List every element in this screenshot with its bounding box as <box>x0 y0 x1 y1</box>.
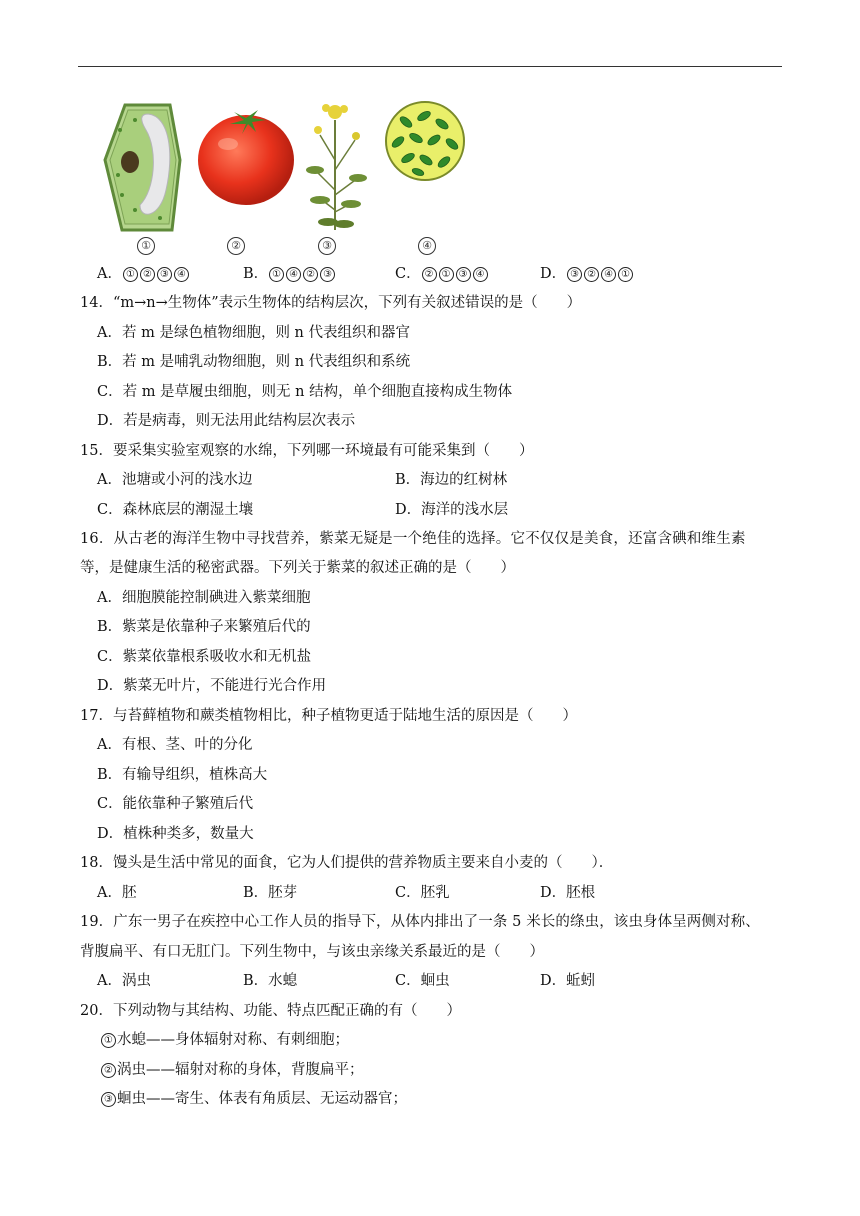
seq-mark: ③ <box>567 267 582 282</box>
q17-option-a: A．有根、茎、叶的分化 <box>97 737 253 753</box>
seq-mark: ② <box>140 267 155 282</box>
q17-stem: 17．与苔藓植物和蕨类植物相比，种子植物更适于陆地生活的原因是（ ） <box>80 708 577 724</box>
q16-option-b: B．紫菜是依靠种子来繁殖后代的 <box>97 619 311 635</box>
seq-mark: ③ <box>157 267 172 282</box>
q19-option-c: C．蛔虫 <box>395 973 450 989</box>
seq-mark: ④ <box>601 267 616 282</box>
seq-mark: ② <box>584 267 599 282</box>
q20-item-2 <box>100 1060 364 1080</box>
plant-cell-image <box>100 100 185 235</box>
q14-stem: 14．“m→n→生物体”表示生物体的结构层次，下列有关叙述错误的是（ ） <box>80 295 582 311</box>
item-number: ② <box>101 1063 116 1078</box>
q13-option-a <box>97 264 190 284</box>
q14-option-d: D．若是病毒，则无法用此结构层次表示 <box>97 413 356 429</box>
q16-option-a: A．细胞膜能控制碘进入紫菜细胞 <box>97 590 311 606</box>
q15-option-d: D．海洋的浅水层 <box>395 502 509 518</box>
q18-option-b: B．胚芽 <box>243 885 298 901</box>
q14-option-b: B．若 m 是哺乳动物细胞，则 n 代表组织和系统 <box>97 354 411 370</box>
q20-stem: 20．下列动物与其结构、功能、特点匹配正确的有（ ） <box>80 1003 461 1019</box>
option-letter: C． <box>395 266 421 282</box>
q20-item-1 <box>100 1030 349 1050</box>
q15-option-b: B．海边的红树林 <box>395 472 508 488</box>
q14-option-c: C．若 m 是草履虫细胞，则无 n 结构，单个细胞直接构成生物体 <box>97 384 513 400</box>
figure-label-1: ① <box>137 237 155 255</box>
item-text: 水螅——身体辐射对称、有刺细胞； <box>117 1032 349 1048</box>
figure-label-3: ③ <box>318 237 336 255</box>
q18-option-c: C．胚乳 <box>395 885 450 901</box>
item-number: ③ <box>101 1092 116 1107</box>
q18-option-a: A．胚 <box>97 885 137 901</box>
rape-plant-image <box>300 100 370 235</box>
option-letter: A． <box>97 266 122 282</box>
figure-label-2: ② <box>227 237 245 255</box>
q16-stem-line2: 等，是健康生活的秘密武器。下列关于紫菜的叙述正确的是（ ） <box>80 560 515 576</box>
q15-stem: 15．要采集实验室观察的水绵，下列哪一环境最有可能采集到（ ） <box>80 443 534 459</box>
seq-mark: ④ <box>473 267 488 282</box>
seq-mark: ④ <box>174 267 189 282</box>
item-number: ① <box>101 1033 116 1048</box>
header-rule <box>78 66 782 67</box>
option-letter: D． <box>540 266 567 282</box>
seq-mark: ① <box>269 267 284 282</box>
q15-option-c: C．森林底层的潮湿土壤 <box>97 502 254 518</box>
q17-option-c: C．能依靠种子繁殖后代 <box>97 796 254 812</box>
item-text: 涡虫——辐射对称的身体，背腹扁平； <box>117 1062 364 1078</box>
option-letter: B． <box>243 266 269 282</box>
seq-mark: ③ <box>320 267 335 282</box>
q13-option-d <box>540 264 634 284</box>
q14-option-a: A．若 m 是绿色植物细胞，则 n 代表组织和器官 <box>97 325 410 341</box>
seq-mark: ② <box>303 267 318 282</box>
seq-mark: ④ <box>286 267 301 282</box>
seq-mark: ① <box>618 267 633 282</box>
q19-option-d: D．蚯蚓 <box>540 973 596 989</box>
q17-option-d: D．植株种类多，数量大 <box>97 826 254 842</box>
q20-item-3 <box>100 1089 407 1109</box>
q13-option-b <box>243 264 336 284</box>
seq-mark: ② <box>422 267 437 282</box>
seq-mark: ① <box>123 267 138 282</box>
item-text: 蛔虫——寄生、体表有角质层、无运动器官； <box>117 1091 407 1107</box>
q18-stem: 18．馒头是生活中常见的面食，它为人们提供的营养物质主要来自小麦的（ ）． <box>80 855 614 871</box>
tomato-image <box>196 100 296 210</box>
q16-option-d: D．紫菜无叶片，不能进行光合作用 <box>97 678 327 694</box>
leaf-tissue-image <box>384 100 466 182</box>
figure-label-4: ④ <box>418 237 436 255</box>
q18-option-d: D．胚根 <box>540 885 596 901</box>
q19-stem-line2: 背腹扁平、有口无肛门。下列生物中，与该虫亲缘关系最近的是（ ） <box>80 944 544 960</box>
q15-option-a: A．池塘或小河的浅水边 <box>97 472 253 488</box>
q19-option-a: A．涡虫 <box>97 973 151 989</box>
q19-option-b: B．水螅 <box>243 973 298 989</box>
q17-option-b: B．有输导组织，植株高大 <box>97 767 268 783</box>
q19-stem-line1: 19．广东一男子在疾控中心工作人员的指导下，从体内排出了一条 5 米长的绦虫，该虫身体呈两侧对称、 <box>80 914 760 930</box>
figure-strip <box>100 100 470 260</box>
seq-mark: ① <box>439 267 454 282</box>
q13-option-c <box>395 264 489 284</box>
seq-mark: ③ <box>456 267 471 282</box>
q16-stem-line1: 16．从古老的海洋生物中寻找营养，紫菜无疑是一个绝佳的选择。它不仅仅是美食，还富含碘和维生素 <box>80 531 746 547</box>
q16-option-c: C．紫菜依靠根系吸收水和无机盐 <box>97 649 312 665</box>
